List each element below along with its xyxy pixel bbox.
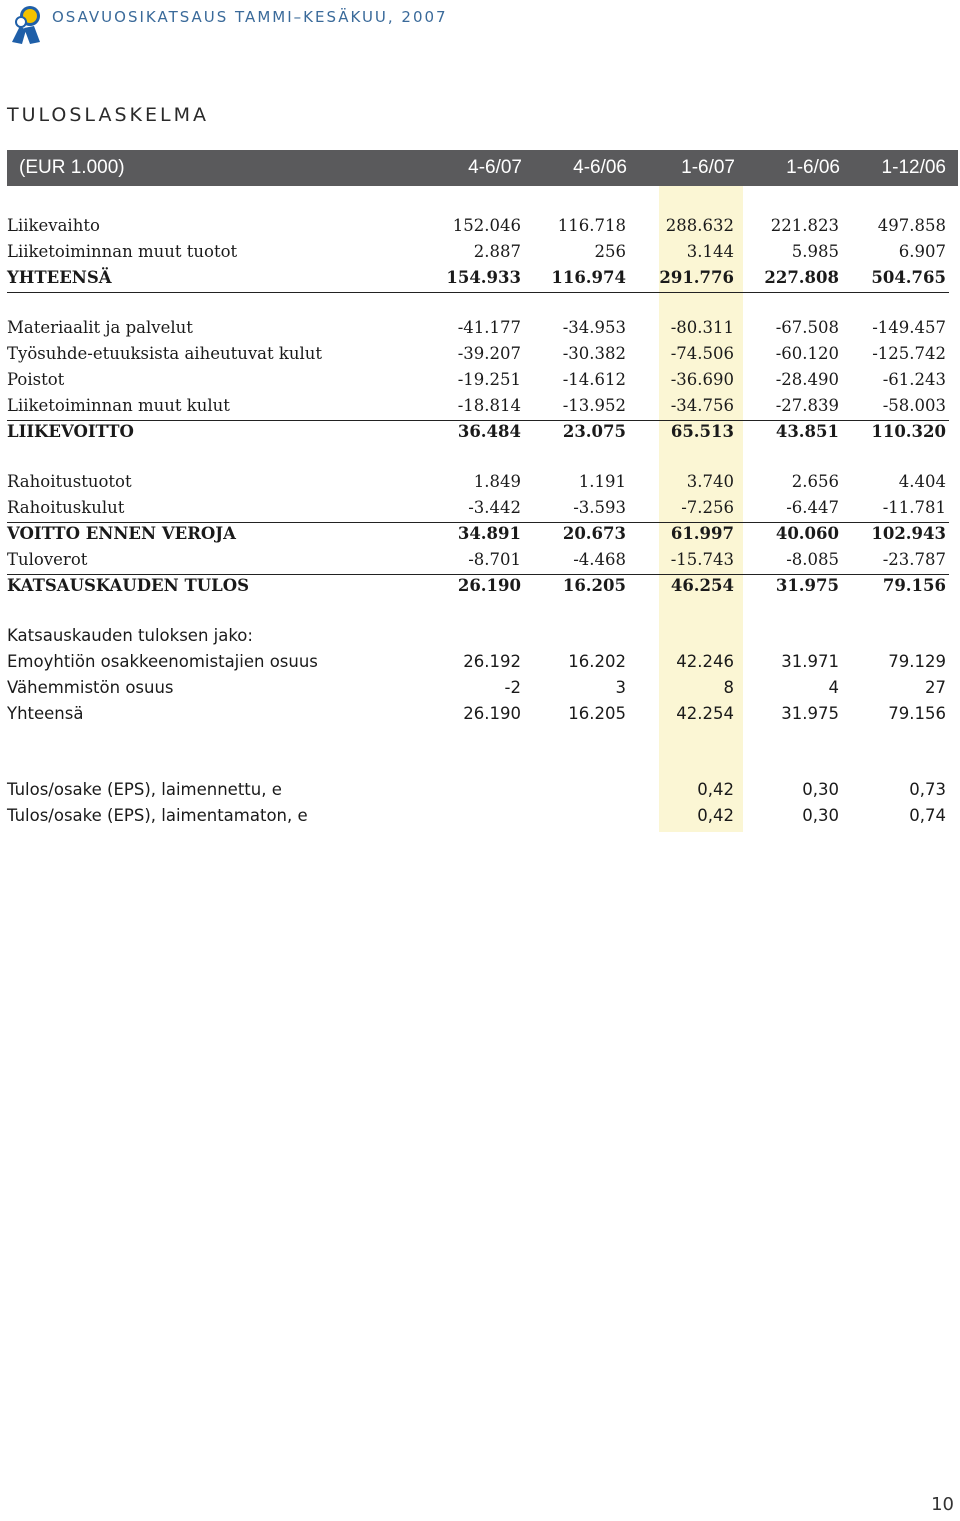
row-value: 221.823 (770, 216, 839, 235)
row-value: 16.205 (568, 704, 626, 723)
row-value: 3.740 (686, 472, 734, 491)
row-label: Rahoitustuotot (7, 472, 132, 491)
row-value: -27.839 (775, 396, 839, 415)
row-value: 65.513 (670, 422, 734, 441)
row-label: Tulos/osake (EPS), laimentamaton, e (7, 806, 308, 825)
row-value: 116.718 (557, 216, 626, 235)
row-value: -34.953 (562, 318, 626, 337)
row-value: -15.743 (670, 550, 734, 569)
table-row (7, 650, 949, 676)
row-value: -19.251 (457, 370, 521, 389)
row-value: 43.851 (775, 422, 839, 441)
row-value: 6.907 (898, 242, 946, 261)
row-value: -4.468 (573, 550, 626, 569)
row-value: -3.442 (468, 498, 521, 517)
table-row (7, 394, 949, 421)
row-value: -61.243 (882, 370, 946, 389)
table-row (7, 420, 949, 446)
row-value: -41.177 (457, 318, 521, 337)
row-value: 0,30 (802, 780, 839, 799)
table-row (7, 548, 949, 575)
row-value: 46.254 (670, 576, 734, 595)
row-label: Emoyhtiön osakkeenomistajien osuus (7, 652, 318, 671)
row-value: -149.457 (872, 318, 946, 337)
row-value: -28.490 (775, 370, 839, 389)
row-value: 0,30 (802, 806, 839, 825)
column-header-1-6-06: 1-6/06 (786, 157, 840, 178)
column-header-1-6-07: 1-6/07 (681, 157, 735, 178)
row-value: -3.593 (573, 498, 626, 517)
row-value: -58.003 (882, 396, 946, 415)
row-value: 291.776 (659, 268, 734, 287)
row-value: 27 (925, 678, 946, 697)
row-value: 23.075 (562, 422, 626, 441)
row-value: 31.975 (781, 704, 839, 723)
row-label: Materiaalit ja palvelut (7, 318, 193, 337)
row-value: 16.202 (568, 652, 626, 671)
row-value: 0,42 (697, 806, 734, 825)
table-row (7, 624, 949, 650)
table-row (7, 368, 949, 394)
row-value: -30.382 (562, 344, 626, 363)
table-row (7, 574, 949, 600)
row-value: 36.484 (457, 422, 521, 441)
table-row (7, 804, 949, 830)
row-value: 110.320 (871, 422, 946, 441)
row-value: 5.985 (791, 242, 839, 261)
row-value: -67.508 (775, 318, 839, 337)
column-header-1-12-06: 1-12/06 (881, 157, 946, 178)
row-value: 3 (615, 678, 626, 697)
row-value: -14.612 (562, 370, 626, 389)
table-row (7, 522, 949, 548)
row-value: -34.756 (670, 396, 734, 415)
table-row (7, 778, 949, 804)
company-logo-icon (6, 4, 46, 46)
table-row (7, 266, 949, 293)
table-row (7, 342, 949, 368)
row-value: -11.781 (882, 498, 946, 517)
row-value: 4.404 (898, 472, 946, 491)
row-value: -36.690 (670, 370, 734, 389)
table-row (7, 496, 949, 523)
table-row (7, 702, 949, 728)
section-title: TULOSLASKELMA (7, 104, 209, 126)
row-label: LIIKEVOITTO (7, 422, 134, 441)
page-number: 10 (931, 1494, 954, 1515)
table-header-bar (7, 150, 958, 186)
table-row (7, 470, 949, 496)
row-value: 61.997 (670, 524, 734, 543)
document-header: OSAVUOSIKATSAUS TAMMI–KESÄKUU, 2007 (52, 8, 448, 26)
row-value: -125.742 (872, 344, 946, 363)
row-value: 34.891 (457, 524, 521, 543)
row-value: 42.254 (676, 704, 734, 723)
row-value: -39.207 (457, 344, 521, 363)
row-value: 2.656 (791, 472, 839, 491)
row-value: 31.971 (781, 652, 839, 671)
row-value: 102.943 (871, 524, 946, 543)
row-value: 42.246 (676, 652, 734, 671)
row-value: 256 (594, 242, 626, 261)
row-value: 26.192 (463, 652, 521, 671)
row-label: Tuloverot (7, 550, 88, 569)
row-value: 1.849 (473, 472, 521, 491)
row-value: 0,42 (697, 780, 734, 799)
row-label: Rahoituskulut (7, 498, 125, 517)
row-label: Työsuhde-etuuksista aiheutuvat kulut (7, 344, 323, 363)
row-value: -23.787 (882, 550, 946, 569)
row-value: 8 (723, 678, 734, 697)
row-value: -6.447 (786, 498, 839, 517)
row-value: 154.933 (446, 268, 521, 287)
row-value: 4 (828, 678, 839, 697)
row-value: 116.974 (551, 268, 626, 287)
row-label: KATSAUSKAUDEN TULOS (7, 576, 250, 595)
column-header-unit: (EUR 1.000) (19, 157, 125, 178)
row-value: 0,74 (909, 806, 946, 825)
row-value: 40.060 (775, 524, 839, 543)
table-row (7, 316, 949, 342)
row-value: 0,73 (909, 780, 946, 799)
row-value: -8.085 (786, 550, 839, 569)
table-row (7, 214, 949, 240)
table-row (7, 676, 949, 702)
row-value: 152.046 (452, 216, 521, 235)
row-value: -2 (504, 678, 521, 697)
row-label: Tulos/osake (EPS), laimennettu, e (7, 780, 282, 799)
row-label: Liiketoiminnan muut kulut (7, 396, 230, 415)
row-label: Liikevaihto (7, 216, 100, 235)
row-label: Vähemmistön osuus (7, 678, 174, 697)
row-label: Katsauskauden tuloksen jako: (7, 626, 253, 645)
row-value: 227.808 (764, 268, 839, 287)
row-value: 26.190 (457, 576, 521, 595)
row-value: -7.256 (681, 498, 734, 517)
row-value: 288.632 (665, 216, 734, 235)
row-value: 79.129 (888, 652, 946, 671)
row-value: 26.190 (463, 704, 521, 723)
row-value: -80.311 (670, 318, 734, 337)
row-value: -18.814 (457, 396, 521, 415)
row-value: 16.205 (562, 576, 626, 595)
row-value: -60.120 (775, 344, 839, 363)
row-label: YHTEENSÄ (7, 268, 112, 287)
row-value: 79.156 (888, 704, 946, 723)
row-value: -13.952 (562, 396, 626, 415)
row-value: -8.701 (468, 550, 521, 569)
row-label: Poistot (7, 370, 65, 389)
row-value: 31.975 (775, 576, 839, 595)
column-header-4-6-07: 4-6/07 (468, 157, 522, 178)
column-header-4-6-06: 4-6/06 (573, 157, 627, 178)
row-value: 20.673 (562, 524, 626, 543)
row-value: 3.144 (686, 242, 734, 261)
row-value: 79.156 (882, 576, 946, 595)
row-value: 2.887 (473, 242, 521, 261)
row-label: Yhteensä (7, 704, 84, 723)
table-row (7, 240, 949, 266)
row-label: Liiketoiminnan muut tuotot (7, 242, 238, 261)
row-value: -74.506 (670, 344, 734, 363)
row-label: VOITTO ENNEN VEROJA (7, 524, 236, 543)
row-value: 504.765 (871, 268, 946, 287)
row-value: 1.191 (578, 472, 626, 491)
row-value: 497.858 (877, 216, 946, 235)
